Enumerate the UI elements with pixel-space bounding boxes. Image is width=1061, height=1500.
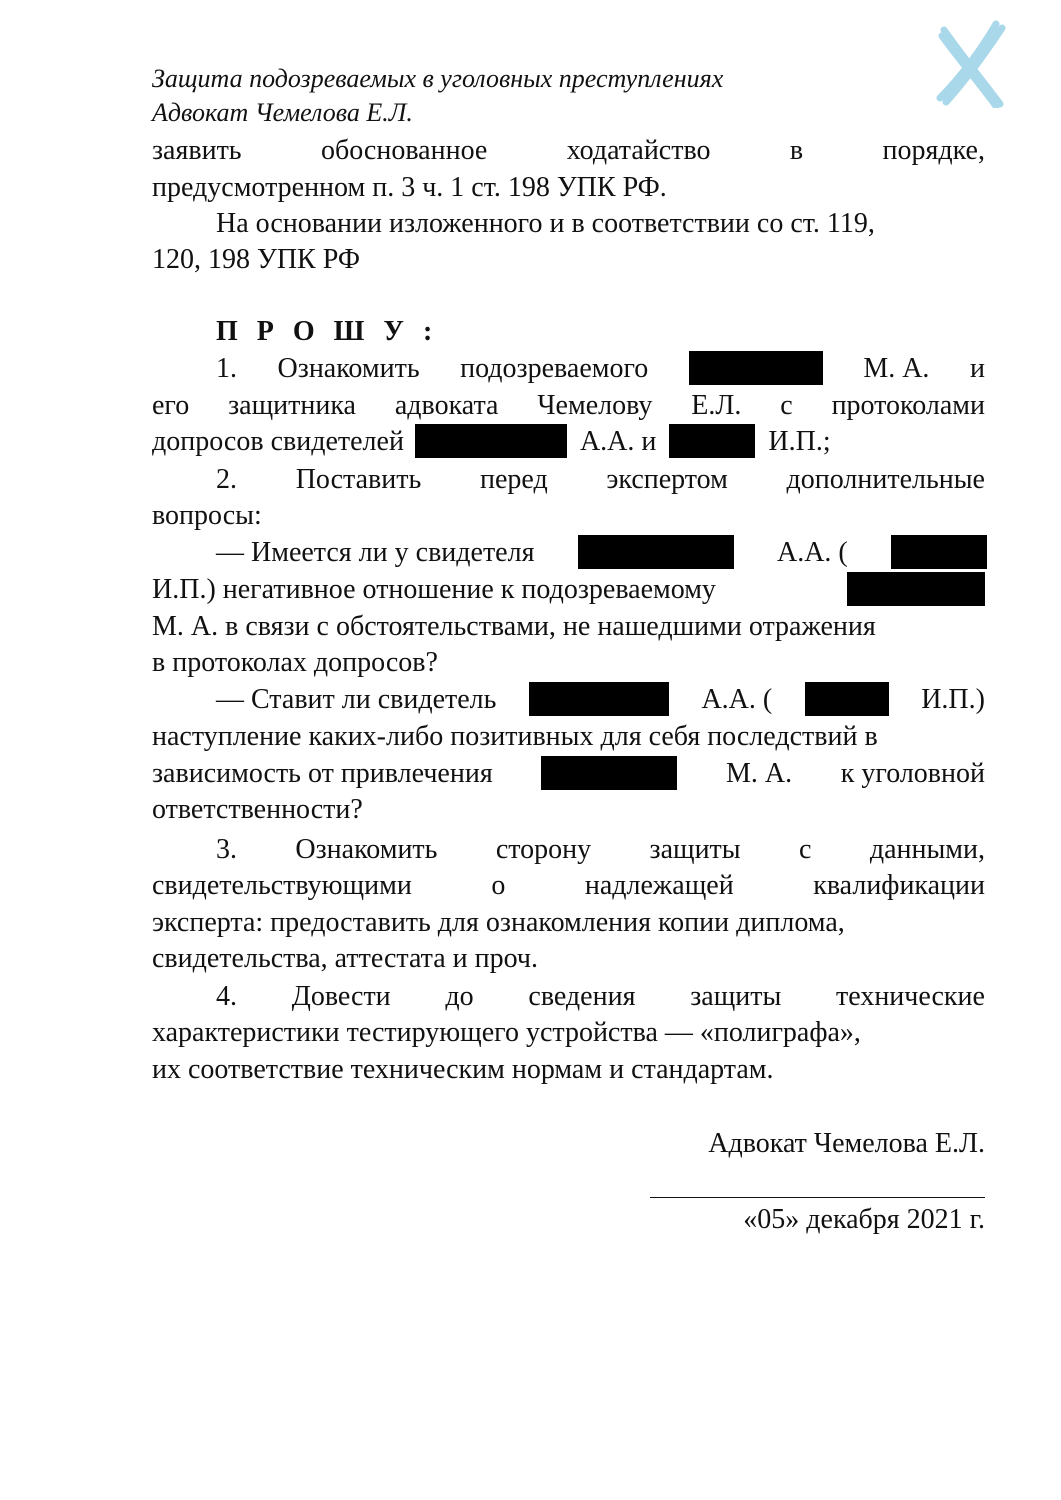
word: квалификации bbox=[813, 870, 985, 901]
word: М. А. bbox=[863, 353, 930, 384]
text-fragment: А.А. и bbox=[579, 426, 657, 457]
word: сведения bbox=[528, 981, 636, 1012]
redaction-block bbox=[689, 351, 823, 385]
word: дополнительные bbox=[786, 464, 985, 495]
redaction-block bbox=[578, 535, 734, 569]
item-number: 2. bbox=[216, 464, 237, 495]
word: его bbox=[152, 390, 190, 421]
text-fragment: допросов свидетелей bbox=[152, 426, 404, 457]
word: до bbox=[445, 981, 474, 1012]
text-line bbox=[216, 535, 985, 571]
word: Ознакомить bbox=[295, 834, 438, 865]
text-fragment: — Имеется ли у свидетеля bbox=[216, 537, 535, 568]
word: экспертом bbox=[606, 464, 728, 495]
word: о bbox=[491, 870, 506, 901]
word: сторону bbox=[495, 834, 592, 865]
text-fragment: А.А. ( bbox=[701, 684, 773, 715]
word: и bbox=[969, 353, 985, 384]
word: порядке, bbox=[882, 135, 985, 166]
word: надлежащей bbox=[584, 870, 734, 901]
text-line: вопросы: bbox=[152, 500, 262, 531]
text-line bbox=[152, 756, 985, 792]
text-line bbox=[216, 979, 985, 1015]
text-line: в протоколах допросов? bbox=[152, 647, 438, 678]
text-line: их соответствие техническим нормам и стандартам. bbox=[152, 1054, 774, 1085]
word: с bbox=[780, 390, 793, 421]
word: ходатайство bbox=[566, 135, 711, 166]
text-line bbox=[152, 868, 985, 904]
redaction-block bbox=[891, 535, 987, 569]
text-line bbox=[216, 462, 985, 498]
redaction-block bbox=[847, 572, 985, 606]
word: Е.Л. bbox=[691, 390, 742, 421]
word: Ознакомить bbox=[277, 353, 420, 384]
word: защиты bbox=[690, 981, 782, 1012]
redaction-block bbox=[805, 682, 889, 716]
text-line: характеристики тестирующего устройства — «полиграфа», bbox=[152, 1017, 861, 1048]
word: заявить bbox=[152, 135, 242, 166]
word: с bbox=[799, 834, 812, 865]
text-fragment: И.П.) негативное отношение к подозреваемому bbox=[152, 574, 716, 605]
text-line bbox=[152, 572, 985, 608]
text-fragment: А.А. ( bbox=[776, 537, 848, 568]
text-line bbox=[152, 424, 985, 460]
text-line: М. А. в связи с обстоятельствами, не нашедшими отражения bbox=[152, 611, 876, 642]
cross-mark-icon bbox=[930, 18, 1010, 108]
text-line: 120, 198 УПК РФ bbox=[152, 244, 360, 275]
item-number: 1. bbox=[216, 353, 237, 384]
redaction-block bbox=[669, 424, 755, 458]
request-heading: П Р О Ш У : bbox=[216, 316, 439, 347]
word: Чемелову bbox=[537, 390, 653, 421]
word: в bbox=[789, 135, 804, 166]
redaction-block bbox=[415, 424, 567, 458]
word: свидетельствующими bbox=[152, 870, 412, 901]
word: подозреваемого bbox=[460, 353, 649, 384]
item-number: 3. bbox=[216, 834, 237, 865]
text-line: свидетельства, аттестата и проч. bbox=[152, 943, 538, 974]
word: Поставить bbox=[295, 464, 422, 495]
text-fragment: И.П.) bbox=[921, 684, 985, 715]
word: адвоката bbox=[394, 390, 499, 421]
signature-line bbox=[650, 1197, 985, 1198]
word: технические bbox=[836, 981, 985, 1012]
document-header bbox=[152, 62, 723, 130]
text-line bbox=[216, 832, 985, 868]
text-line: предусмотренном п. 3 ч. 1 ст. 198 УПК РФ. bbox=[152, 172, 667, 203]
text-fragment: — Ставит ли свидетель bbox=[216, 684, 497, 715]
text-line: ответственности? bbox=[152, 794, 363, 825]
word: защиты bbox=[649, 834, 741, 865]
text-line: эксперта: предоставить для ознакомления копии диплома, bbox=[152, 907, 845, 938]
text-line bbox=[152, 388, 985, 424]
text-line bbox=[216, 351, 985, 387]
redaction-block bbox=[541, 756, 677, 790]
word: Довести bbox=[291, 981, 391, 1012]
word: защитника bbox=[228, 390, 356, 421]
text-line bbox=[152, 133, 985, 169]
signature-name: Адвокат Чемелова Е.Л. bbox=[708, 1128, 985, 1159]
header-practice-line: Защита подозреваемых в уголовных преступлениях bbox=[152, 64, 724, 93]
item-number: 4. bbox=[216, 981, 237, 1012]
word: перед bbox=[479, 464, 548, 495]
word: обоснованное bbox=[320, 135, 488, 166]
word: протоколами bbox=[831, 390, 985, 421]
text-line: На основании изложенного и в соответствии со ст. 119, bbox=[216, 208, 875, 239]
text-fragment: зависимость от привлечения bbox=[152, 758, 493, 789]
header-lawyer-line: Адвокат Чемелова Е.Л. bbox=[152, 98, 413, 127]
text-fragment: к уголовной bbox=[840, 758, 985, 789]
redaction-block bbox=[529, 682, 669, 716]
text-line: наступление каких-либо позитивных для себя последствий в bbox=[152, 721, 878, 752]
signature-date: «05» декабря 2021 г. bbox=[743, 1204, 985, 1235]
word: данными, bbox=[869, 834, 985, 865]
text-fragment: И.П.; bbox=[768, 426, 831, 457]
text-fragment: М. А. bbox=[726, 758, 793, 789]
text-line bbox=[216, 682, 985, 718]
